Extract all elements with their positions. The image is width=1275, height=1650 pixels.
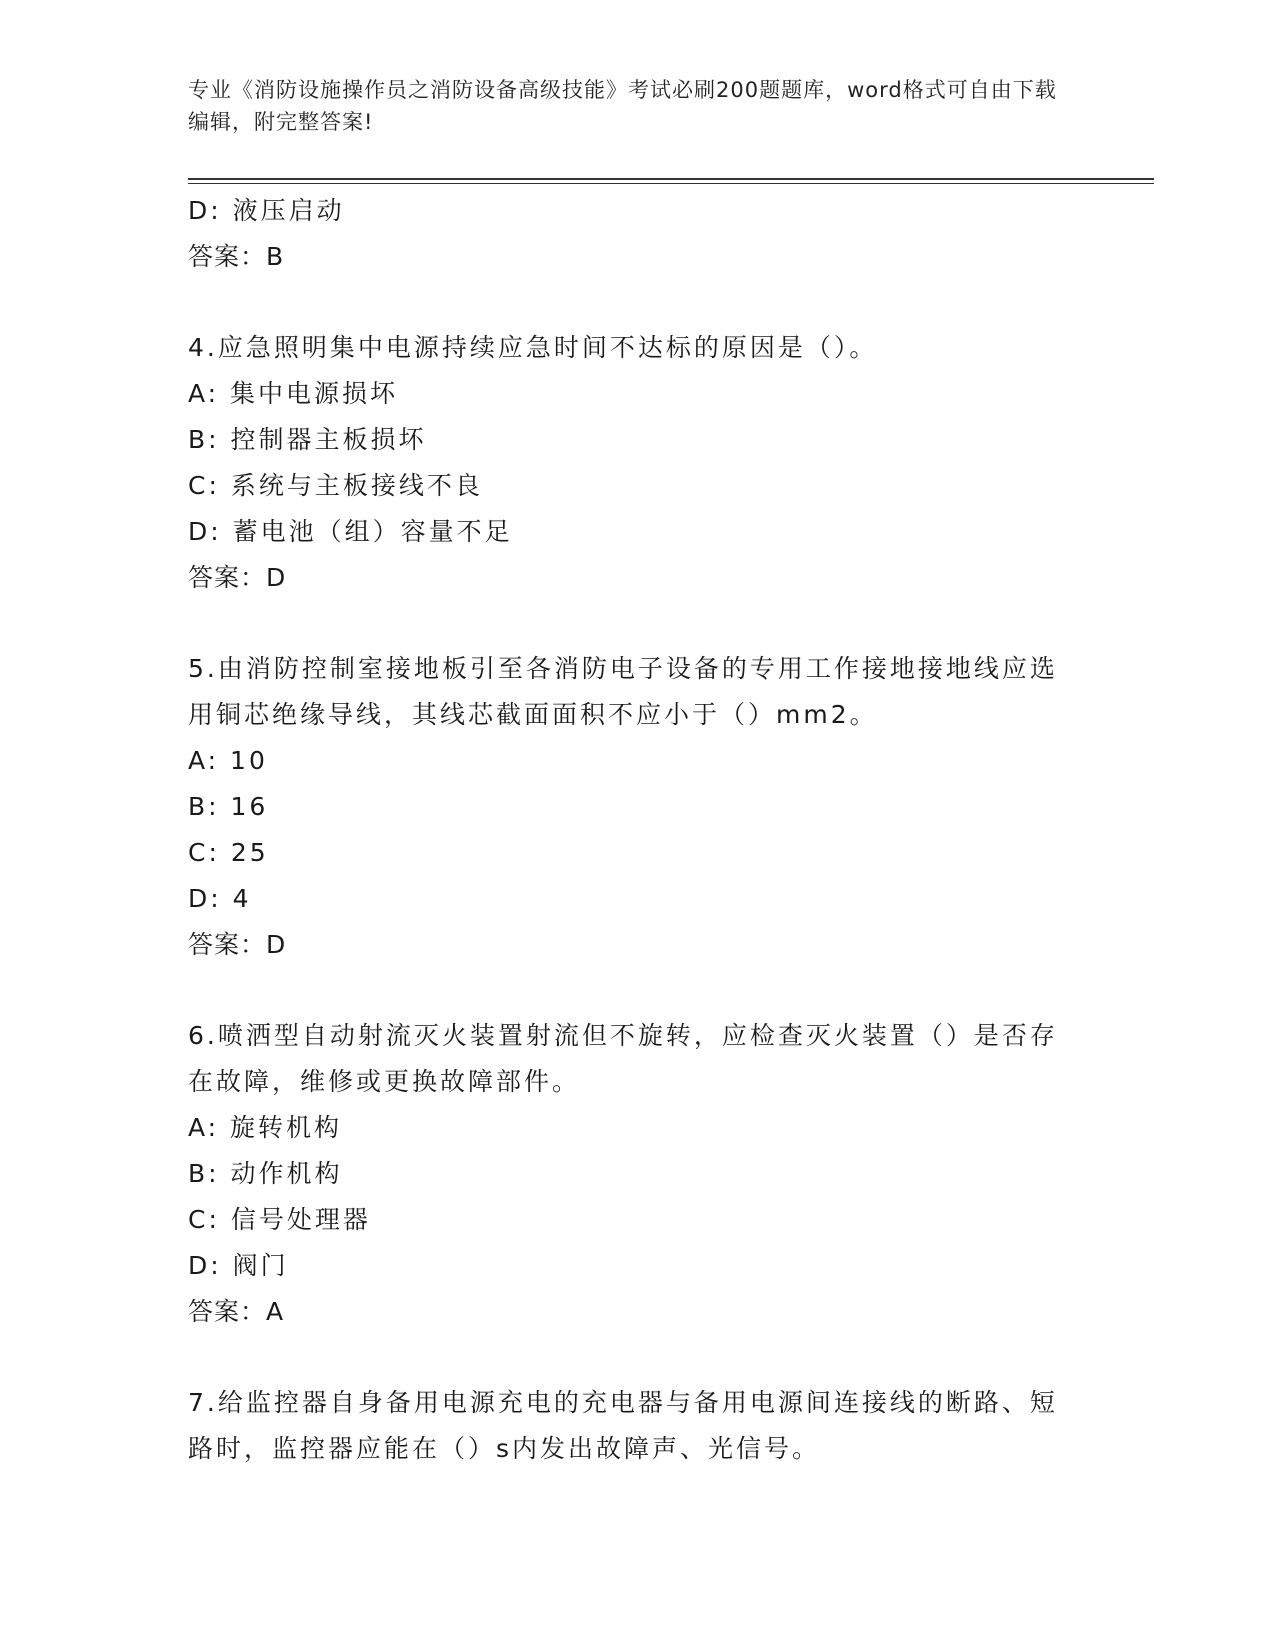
option-d: D: 蓄电池（组）容量不足 bbox=[188, 517, 513, 546]
answer-line: 答案：D bbox=[188, 563, 287, 592]
header-divider-thin bbox=[188, 183, 1154, 184]
question-block-prev bbox=[188, 188, 1068, 280]
option-d: D: 阀门 bbox=[188, 1251, 289, 1280]
option-b: B: 动作机构 bbox=[188, 1159, 343, 1188]
question-block-5 bbox=[188, 646, 1068, 968]
option-a: A: 集中电源损坏 bbox=[188, 379, 399, 408]
question-stem: 4.应急照明集中电源持续应急时间不达标的原因是（）。 bbox=[188, 333, 878, 362]
option-a: A: 旋转机构 bbox=[188, 1113, 343, 1142]
answer-line: 答案：D bbox=[188, 930, 287, 959]
option-a: A: 10 bbox=[188, 746, 268, 775]
option-b: B: 16 bbox=[188, 792, 269, 821]
question-stem: 6.喷洒型自动射流灭火装置射流但不旋转，应检查灭火装置（）是否存在故障，维修或更换故障部件。 bbox=[188, 1021, 1058, 1096]
option-b: B: 控制器主板损坏 bbox=[188, 425, 427, 454]
option-d: D: 液压启动 bbox=[188, 196, 345, 225]
option-c: C: 25 bbox=[188, 838, 269, 867]
header-divider-thick bbox=[188, 178, 1154, 180]
question-stem: 7.给监控器自身备用电源充电的充电器与备用电源间连接线的断路、短路时，监控器应能在（）s内发出故障声、光信号。 bbox=[188, 1388, 1058, 1463]
option-c: C: 系统与主板接线不良 bbox=[188, 471, 483, 500]
answer-line: 答案：A bbox=[188, 1297, 285, 1326]
question-list bbox=[188, 188, 1068, 1472]
question-stem: 5.由消防控制室接地板引至各消防电子设备的专用工作接地接地线应选用铜芯绝缘导线，其线芯截面面积不应小于（）mm2。 bbox=[188, 654, 1058, 729]
document-header: 专业《消防设施操作员之消防设备高级技能》考试必刷200题题库，word格式可自由下载编辑，附完整答案! bbox=[188, 78, 1057, 134]
option-c: C: 信号处理器 bbox=[188, 1205, 371, 1234]
option-d: D: 4 bbox=[188, 884, 252, 913]
question-block-6 bbox=[188, 1013, 1068, 1335]
question-block-7 bbox=[188, 1380, 1068, 1472]
answer-line: 答案：B bbox=[188, 242, 285, 271]
question-block-4 bbox=[188, 325, 1068, 601]
